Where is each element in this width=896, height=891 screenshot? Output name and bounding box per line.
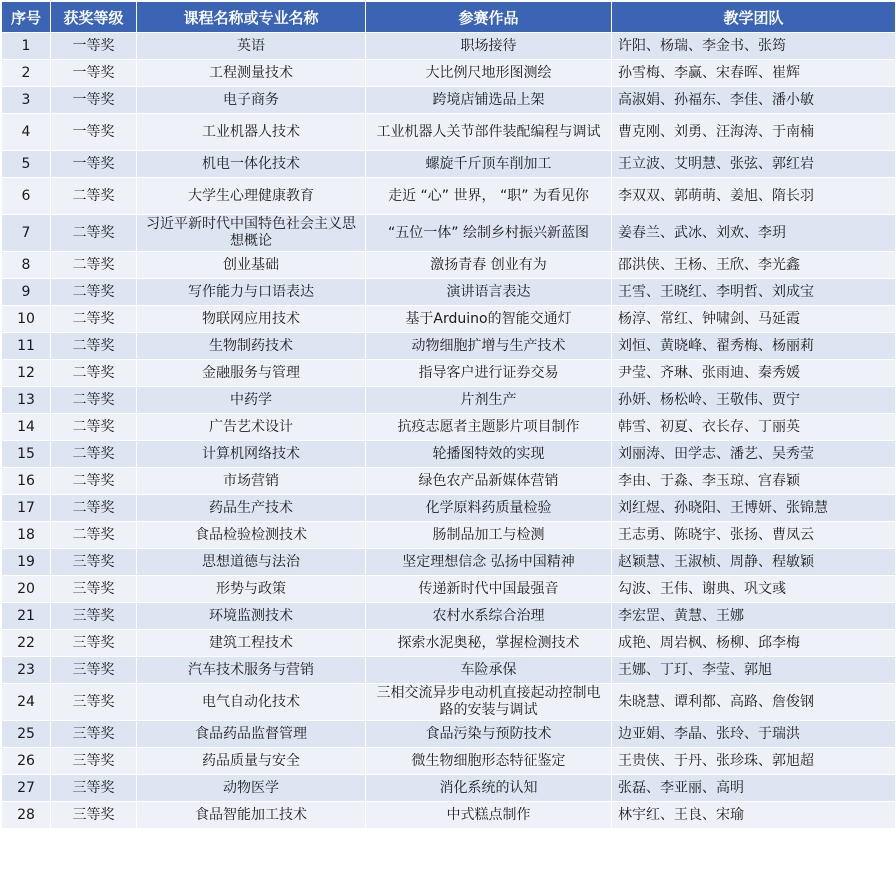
cell-teaching-team: 李由、于淼、李玉琼、宫春颖 <box>612 468 896 495</box>
cell-teaching-team: 王立波、艾明慧、张弦、郭红岩 <box>612 151 896 178</box>
cell-course-name: 写作能力与口语表达 <box>137 279 366 306</box>
table-row <box>2 468 896 495</box>
cell-course-name: 药品质量与安全 <box>137 748 366 775</box>
table-row <box>2 178 896 215</box>
cell-index: 6 <box>2 178 51 215</box>
cell-teaching-team: 杨淳、常红、钟啸剑、马延霞 <box>612 306 896 333</box>
cell-index: 20 <box>2 576 51 603</box>
cell-index: 21 <box>2 603 51 630</box>
cell-index: 2 <box>2 60 51 87</box>
table-row <box>2 252 896 279</box>
table-row <box>2 802 896 829</box>
cell-course-name: 汽车技术服务与营销 <box>137 657 366 684</box>
cell-award-level: 三等奖 <box>51 775 137 802</box>
cell-entry-work: 基于Arduino的智能交通灯 <box>366 306 612 333</box>
cell-award-level: 三等奖 <box>51 748 137 775</box>
cell-award-level: 二等奖 <box>51 495 137 522</box>
table-row <box>2 87 896 114</box>
cell-award-level: 三等奖 <box>51 721 137 748</box>
table-row <box>2 721 896 748</box>
cell-index: 25 <box>2 721 51 748</box>
cell-course-name: 工业机器人技术 <box>137 114 366 151</box>
cell-entry-work: 探索水泥奥秘，掌握检测技术 <box>366 630 612 657</box>
cell-award-level: 二等奖 <box>51 522 137 549</box>
cell-teaching-team: 王贵侠、于丹、张珍珠、郭旭超 <box>612 748 896 775</box>
cell-entry-work: 轮播图特效的实现 <box>366 441 612 468</box>
table-row <box>2 495 896 522</box>
table-row <box>2 748 896 775</box>
cell-award-level: 二等奖 <box>51 468 137 495</box>
cell-course-name: 药品生产技术 <box>137 495 366 522</box>
cell-index: 26 <box>2 748 51 775</box>
cell-teaching-team: 高淑娟、孙福东、李佳、潘小敏 <box>612 87 896 114</box>
cell-course-name: 食品检验检测技术 <box>137 522 366 549</box>
cell-award-level: 一等奖 <box>51 114 137 151</box>
cell-award-level: 一等奖 <box>51 60 137 87</box>
table-row <box>2 441 896 468</box>
table-row <box>2 630 896 657</box>
cell-entry-work: “五位一体” 绘制乡村振兴新蓝图 <box>366 215 612 252</box>
table-row <box>2 114 896 151</box>
cell-index: 4 <box>2 114 51 151</box>
cell-teaching-team: 朱晓慧、谭利都、高路、詹俊钢 <box>612 684 896 721</box>
cell-teaching-team: 刘红煜、孙晓阳、王博妍、张锦慧 <box>612 495 896 522</box>
cell-award-level: 三等奖 <box>51 802 137 829</box>
cell-course-name: 中药学 <box>137 387 366 414</box>
cell-teaching-team: 边亚娟、李晶、张玲、于瑞洪 <box>612 721 896 748</box>
cell-entry-work: 工业机器人关节部件装配编程与调试 <box>366 114 612 151</box>
cell-teaching-team: 刘恒、黄晓峰、翟秀梅、杨丽莉 <box>612 333 896 360</box>
cell-teaching-team: 刘丽涛、田学志、潘艺、吴秀莹 <box>612 441 896 468</box>
cell-entry-work: 食品污染与预防技术 <box>366 721 612 748</box>
cell-course-name: 大学生心理健康教育 <box>137 178 366 215</box>
cell-course-name: 食品药品监督管理 <box>137 721 366 748</box>
cell-award-level: 二等奖 <box>51 441 137 468</box>
cell-index: 13 <box>2 387 51 414</box>
cell-teaching-team: 孙妍、杨松岭、王敬伟、贾宁 <box>612 387 896 414</box>
table-row <box>2 657 896 684</box>
cell-teaching-team: 赵颖慧、王淑桢、周静、程敏颖 <box>612 549 896 576</box>
awards-table <box>1 1 896 829</box>
cell-award-level: 二等奖 <box>51 178 137 215</box>
cell-award-level: 一等奖 <box>51 151 137 178</box>
cell-course-name: 形势与政策 <box>137 576 366 603</box>
cell-entry-work: 抗疫志愿者主题影片项目制作 <box>366 414 612 441</box>
cell-teaching-team: 韩雪、初夏、衣长存、丁丽英 <box>612 414 896 441</box>
table-row <box>2 333 896 360</box>
table-row <box>2 60 896 87</box>
cell-teaching-team: 孙雪梅、李赢、宋春晖、崔辉 <box>612 60 896 87</box>
cell-index: 28 <box>2 802 51 829</box>
cell-entry-work: 化学原料药质量检验 <box>366 495 612 522</box>
cell-entry-work: 绿色农产品新媒体营销 <box>366 468 612 495</box>
cell-index: 9 <box>2 279 51 306</box>
cell-award-level: 二等奖 <box>51 252 137 279</box>
table-row <box>2 387 896 414</box>
cell-teaching-team: 姜春兰、武冰、刘欢、李玥 <box>612 215 896 252</box>
cell-award-level: 二等奖 <box>51 333 137 360</box>
cell-course-name: 思想道德与法治 <box>137 549 366 576</box>
cell-teaching-team: 王雪、王晓红、李明哲、刘成宝 <box>612 279 896 306</box>
cell-index: 11 <box>2 333 51 360</box>
cell-index: 19 <box>2 549 51 576</box>
cell-teaching-team: 勾波、王伟、谢典、巩文彧 <box>612 576 896 603</box>
cell-course-name: 物联网应用技术 <box>137 306 366 333</box>
cell-index: 7 <box>2 215 51 252</box>
cell-course-name: 金融服务与管理 <box>137 360 366 387</box>
table-row <box>2 522 896 549</box>
table-row <box>2 603 896 630</box>
cell-entry-work: 演讲语言表达 <box>366 279 612 306</box>
cell-index: 24 <box>2 684 51 721</box>
cell-entry-work: 微生物细胞形态特征鉴定 <box>366 748 612 775</box>
cell-award-level: 二等奖 <box>51 414 137 441</box>
cell-award-level: 二等奖 <box>51 306 137 333</box>
cell-teaching-team: 王志勇、陈晓宇、张扬、曹凤云 <box>612 522 896 549</box>
cell-index: 15 <box>2 441 51 468</box>
cell-entry-work: 坚定理想信念 弘扬中国精神 <box>366 549 612 576</box>
cell-index: 10 <box>2 306 51 333</box>
cell-award-level: 二等奖 <box>51 279 137 306</box>
header-teaching-team: 教学团队 <box>612 2 896 33</box>
cell-teaching-team: 许阳、杨瑞、李金书、张筠 <box>612 33 896 60</box>
cell-award-level: 三等奖 <box>51 657 137 684</box>
cell-award-level: 二等奖 <box>51 387 137 414</box>
cell-entry-work: 螺旋千斤顶车削加工 <box>366 151 612 178</box>
cell-index: 1 <box>2 33 51 60</box>
cell-entry-work: 大比例尺地形图测绘 <box>366 60 612 87</box>
cell-index: 16 <box>2 468 51 495</box>
cell-course-name: 市场营销 <box>137 468 366 495</box>
cell-course-name: 动物医学 <box>137 775 366 802</box>
cell-course-name: 食品智能加工技术 <box>137 802 366 829</box>
cell-teaching-team: 尹莹、齐琳、张雨迪、秦秀媛 <box>612 360 896 387</box>
cell-entry-work: 跨境店铺选品上架 <box>366 87 612 114</box>
cell-course-name: 生物制药技术 <box>137 333 366 360</box>
header-entry-work: 参赛作品 <box>366 2 612 33</box>
cell-index: 5 <box>2 151 51 178</box>
cell-entry-work: 走近 “心” 世界， “职” 为看见你 <box>366 178 612 215</box>
cell-index: 17 <box>2 495 51 522</box>
cell-entry-work: 中式糕点制作 <box>366 802 612 829</box>
cell-index: 14 <box>2 414 51 441</box>
table-row <box>2 306 896 333</box>
cell-teaching-team: 张磊、李亚丽、高明 <box>612 775 896 802</box>
cell-entry-work: 车险承保 <box>366 657 612 684</box>
cell-index: 22 <box>2 630 51 657</box>
cell-teaching-team: 成艳、周岩枫、杨柳、邱李梅 <box>612 630 896 657</box>
cell-award-level: 三等奖 <box>51 630 137 657</box>
header-course-name: 课程名称或专业名称 <box>137 2 366 33</box>
cell-index: 12 <box>2 360 51 387</box>
table-row <box>2 549 896 576</box>
cell-entry-work: 三相交流异步电动机直接起动控制电路的安装与调试 <box>366 684 612 721</box>
cell-entry-work: 传递新时代中国最强音 <box>366 576 612 603</box>
header-award-level: 获奖等级 <box>51 2 137 33</box>
cell-course-name: 创业基础 <box>137 252 366 279</box>
cell-course-name: 习近平新时代中国特色社会主义思想概论 <box>137 215 366 252</box>
cell-teaching-team: 李宏罡、黄慧、王娜 <box>612 603 896 630</box>
cell-award-level: 三等奖 <box>51 603 137 630</box>
cell-entry-work: 肠制品加工与检测 <box>366 522 612 549</box>
cell-award-level: 一等奖 <box>51 87 137 114</box>
cell-index: 18 <box>2 522 51 549</box>
cell-award-level: 一等奖 <box>51 33 137 60</box>
cell-entry-work: 职场接待 <box>366 33 612 60</box>
table-row <box>2 576 896 603</box>
cell-award-level: 三等奖 <box>51 576 137 603</box>
table-row <box>2 279 896 306</box>
cell-course-name: 电子商务 <box>137 87 366 114</box>
cell-index: 3 <box>2 87 51 114</box>
table-row <box>2 33 896 60</box>
cell-course-name: 机电一体化技术 <box>137 151 366 178</box>
table-row <box>2 684 896 721</box>
cell-entry-work: 片剂生产 <box>366 387 612 414</box>
cell-entry-work: 动物细胞扩增与生产技术 <box>366 333 612 360</box>
cell-teaching-team: 林宇红、王良、宋瑜 <box>612 802 896 829</box>
cell-entry-work: 指导客户进行证券交易 <box>366 360 612 387</box>
cell-teaching-team: 曹克刚、刘勇、汪海涛、于南楠 <box>612 114 896 151</box>
table-row <box>2 775 896 802</box>
cell-award-level: 二等奖 <box>51 360 137 387</box>
cell-award-level: 二等奖 <box>51 215 137 252</box>
cell-teaching-team: 王娜、丁玎、李莹、郭旭 <box>612 657 896 684</box>
header-row <box>2 2 896 33</box>
cell-teaching-team: 李双双、郭萌萌、姜旭、隋长羽 <box>612 178 896 215</box>
cell-index: 8 <box>2 252 51 279</box>
cell-course-name: 工程测量技术 <box>137 60 366 87</box>
header-index: 序号 <box>2 2 51 33</box>
cell-course-name: 英语 <box>137 33 366 60</box>
table-row <box>2 414 896 441</box>
cell-entry-work: 激扬青春 创业有为 <box>366 252 612 279</box>
cell-index: 23 <box>2 657 51 684</box>
table-row <box>2 360 896 387</box>
table-row <box>2 151 896 178</box>
cell-teaching-team: 邵洪侠、王杨、王欣、李光鑫 <box>612 252 896 279</box>
table-row <box>2 215 896 252</box>
cell-award-level: 三等奖 <box>51 684 137 721</box>
cell-index: 27 <box>2 775 51 802</box>
cell-entry-work: 农村水系综合治理 <box>366 603 612 630</box>
cell-entry-work: 消化系统的认知 <box>366 775 612 802</box>
cell-course-name: 计算机网络技术 <box>137 441 366 468</box>
cell-award-level: 三等奖 <box>51 549 137 576</box>
cell-course-name: 电气自动化技术 <box>137 684 366 721</box>
cell-course-name: 建筑工程技术 <box>137 630 366 657</box>
cell-course-name: 广告艺术设计 <box>137 414 366 441</box>
cell-course-name: 环境监测技术 <box>137 603 366 630</box>
